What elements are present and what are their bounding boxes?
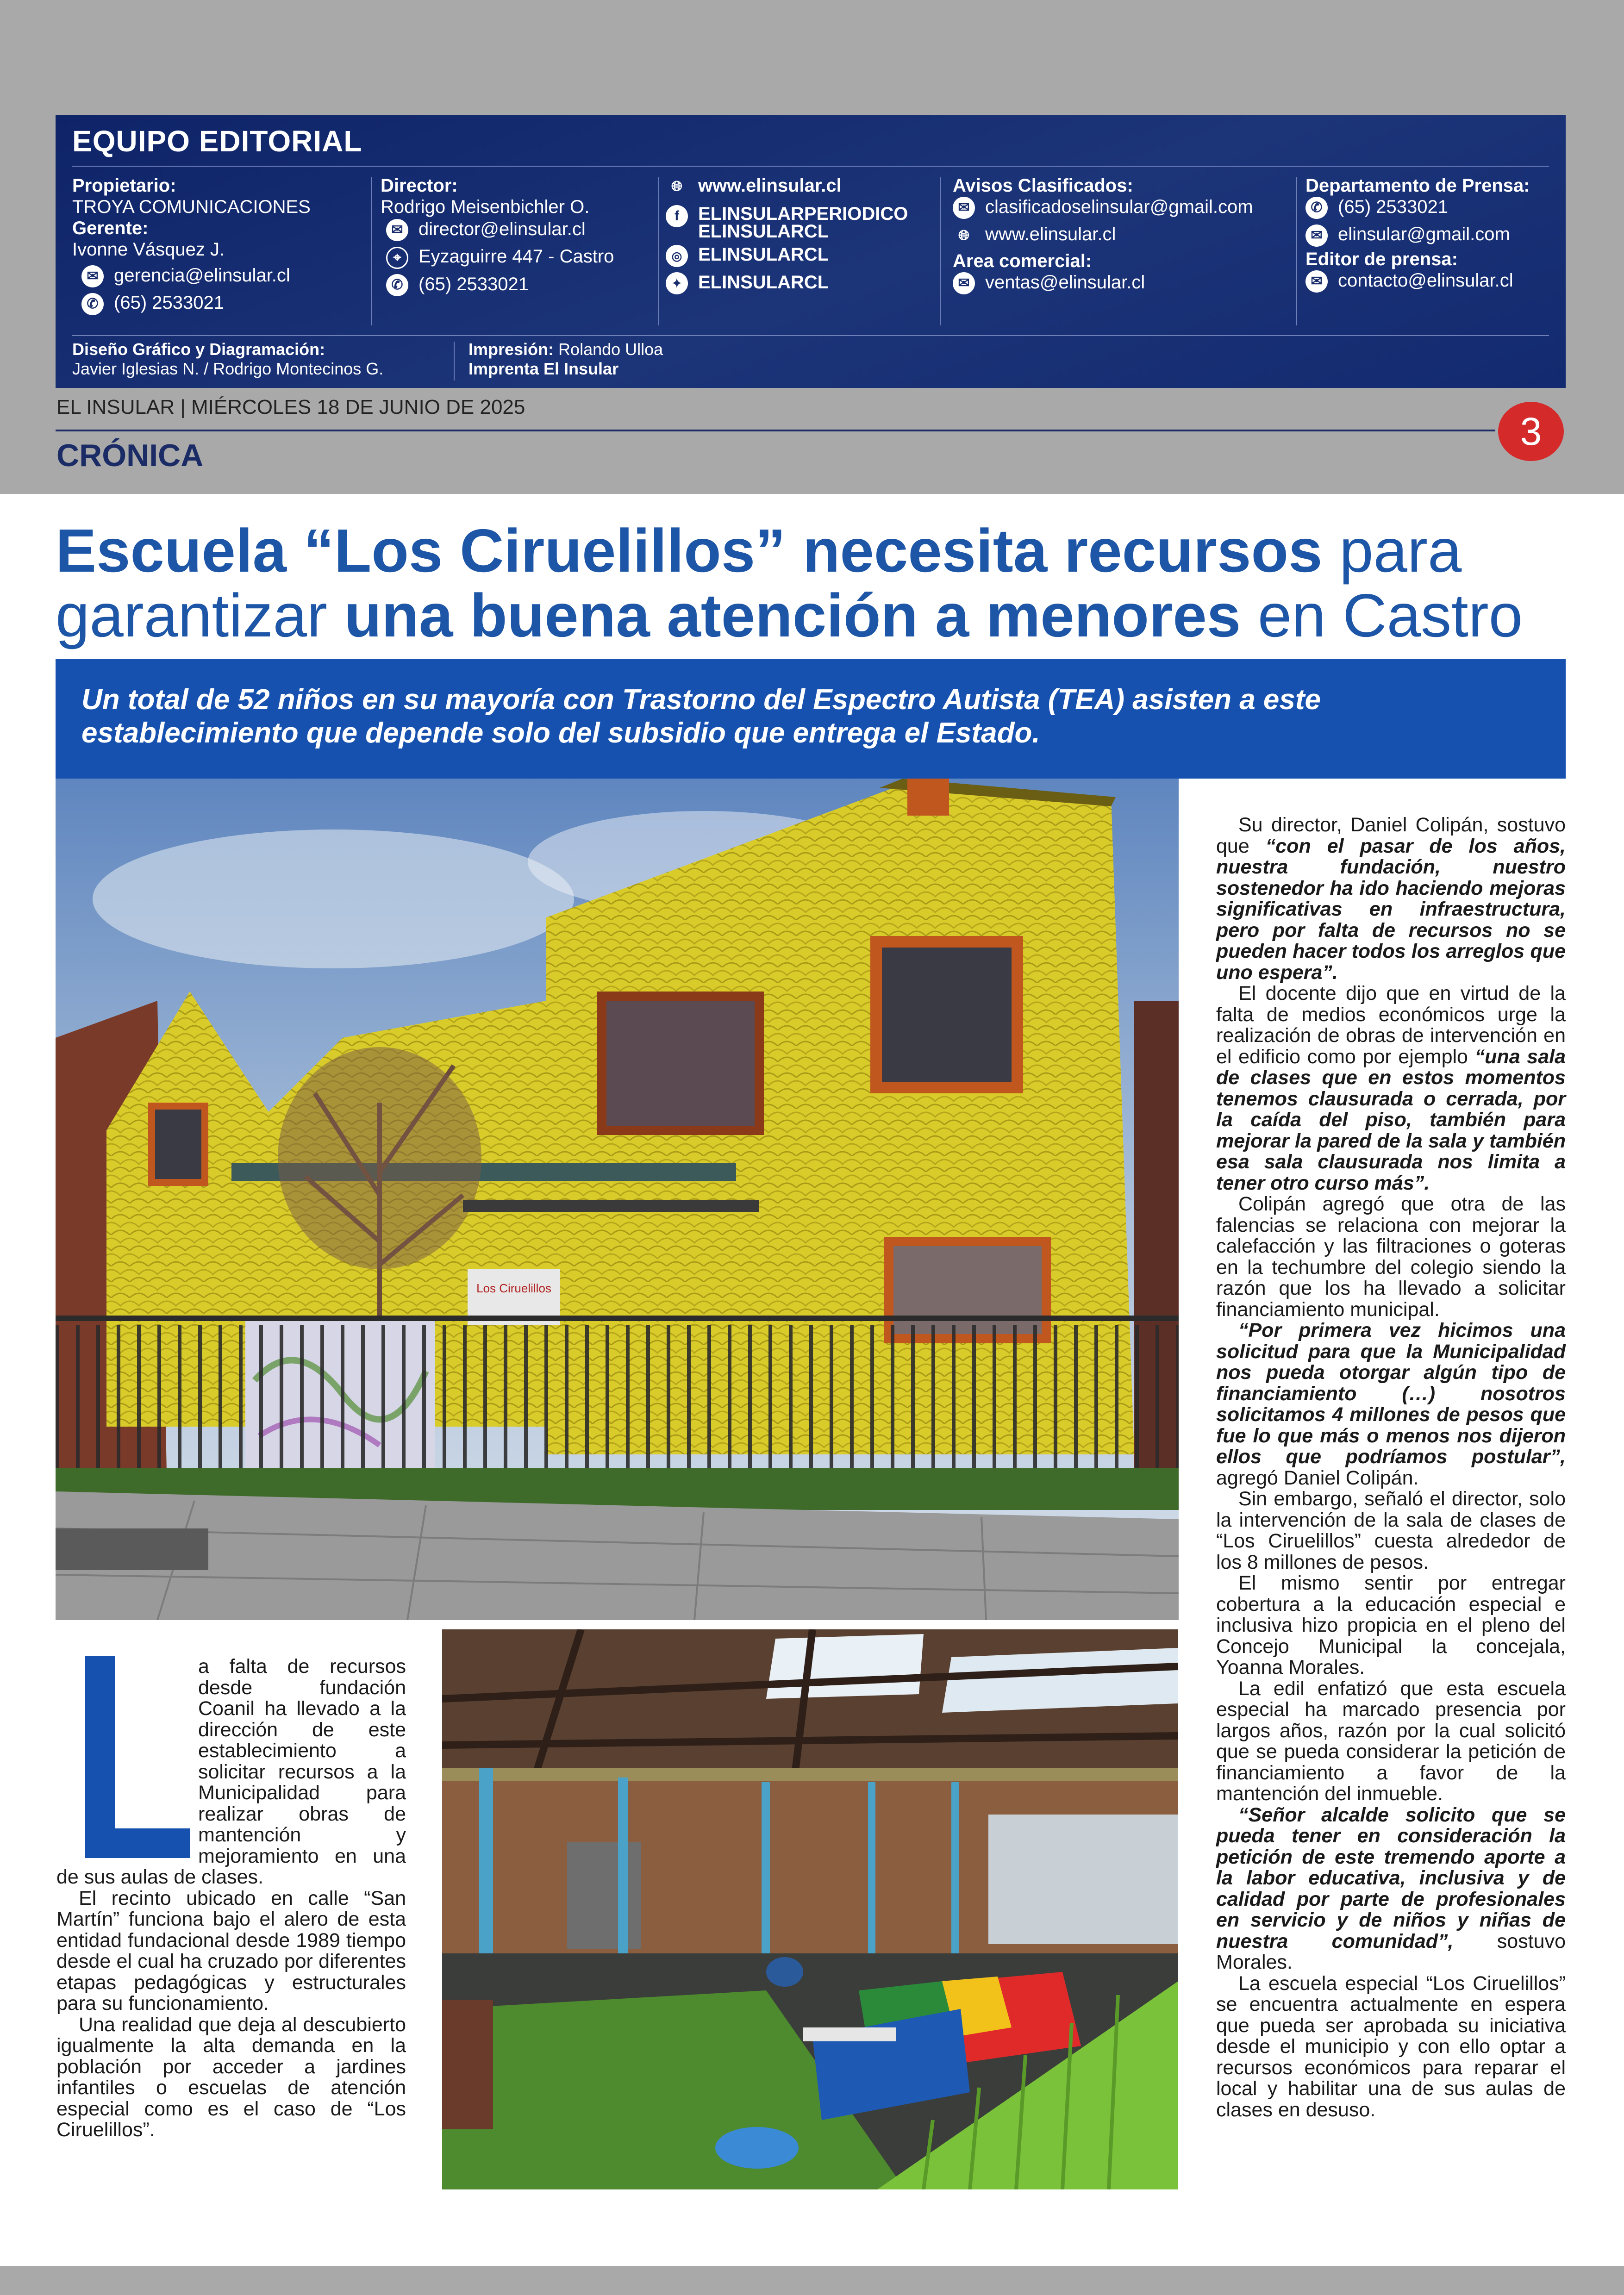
paragraph: El recinto ubicado en calle “San Martín” funciona bajo el alero de esta entidad fundacional desde 1989 tiempo desde el cual ha cruzado por diferentes etapas pedagógicas y estructurales para su funcionamiento. bbox=[56, 1887, 406, 2014]
press-label: Departamento de Prensa: bbox=[1305, 175, 1530, 196]
section-title: CRÓNICA bbox=[56, 438, 204, 473]
editorial-box bbox=[56, 115, 1566, 388]
divider bbox=[940, 177, 941, 325]
page-number-badge: 3 bbox=[1498, 402, 1564, 461]
paragraph: La edil enfatizó que esta escuela especial ha marcado presencia por largos años, razón por la cual solicitó que se pueda considerar la petición de financiamiento a favor de la mantención del inmueble. bbox=[1216, 1677, 1566, 1805]
press-phone: (65) 2533021 bbox=[1338, 197, 1448, 217]
headline-light-2: garantizar bbox=[56, 581, 344, 649]
classifieds-column bbox=[953, 175, 1305, 294]
headline-bold-2: una buena atención a menores bbox=[344, 581, 1241, 649]
drop-cap bbox=[56, 1656, 190, 1858]
manager-label: Gerente: bbox=[72, 218, 149, 238]
quote: “Señor alcalde solicito que se pueda tener en consideración la petición de este tremendo aporte a la labor educativa, inclusiva y de calidad por parte de profesionales en servicio y de niños y niñas de nuestra comunidad”, bbox=[1216, 1803, 1566, 1952]
issue-date-line: EL INSULAR | MIÉRCOLES 18 DE JUNIO DE 2025 bbox=[56, 396, 525, 418]
director-name: Rodrigo Meisenbichler O. bbox=[381, 197, 590, 217]
divider bbox=[1296, 177, 1297, 325]
website[interactable]: www.elinsular.cl bbox=[698, 175, 842, 196]
quote: “con el pasar de los años, nuestra fundación, nuestro sostenedor ha ido haciendo mejoras significativas en infraestructura, pero por falta de recursos no se pueden hacer todos los arreglos que uno espera”. bbox=[1216, 835, 1566, 984]
paragraph: Sin embargo, señaló el director, solo la intervención de la sala de clases de “Los Ciruelillos” cuesta alrededor de los 8 millones de pesos. bbox=[1216, 1488, 1566, 1573]
email-icon: ✉ bbox=[953, 197, 975, 219]
paragraph: Su director, Daniel Colipán, sostuvo que bbox=[1216, 814, 1566, 857]
subtitle-box bbox=[56, 659, 1566, 779]
instagram-handle[interactable]: ELINSULARCL bbox=[698, 244, 829, 265]
divider bbox=[72, 166, 1549, 167]
email-icon: ✉ bbox=[1305, 270, 1328, 293]
headline-light-3: en Castro bbox=[1241, 581, 1523, 649]
facebook-handle[interactable]: ELINSULARPERIODICO bbox=[698, 204, 908, 225]
twitter-icon: ✦ bbox=[666, 272, 688, 294]
press-editor-label: Editor de prensa: bbox=[1305, 249, 1458, 269]
globe-icon: 🌐︎ bbox=[671, 179, 682, 194]
classifieds-label: Avisos Clasificados: bbox=[953, 175, 1133, 196]
globe-icon: 🌐︎ bbox=[958, 227, 969, 243]
classifieds-email[interactable]: clasificadoselinsular@gmail.com bbox=[985, 197, 1253, 217]
right-text-column bbox=[1216, 815, 1566, 2120]
paragraph: El docente dijo que en virtud de la falta de medios económicos urge la realización de obras de intervención en el edificio como por ejemplo bbox=[1216, 982, 1566, 1068]
print-house: Imprenta El Insular bbox=[468, 359, 619, 378]
phone-icon: ✆ bbox=[386, 274, 408, 296]
divider bbox=[658, 177, 659, 325]
manager-phone: (65) 2533021 bbox=[114, 293, 224, 313]
email-icon: ✉ bbox=[386, 219, 408, 241]
covered-playground-photo bbox=[442, 1629, 1178, 2189]
press-editor-email[interactable]: contacto@elinsular.cl bbox=[1338, 270, 1513, 291]
sign-text: Los Ciruelillos bbox=[476, 1281, 551, 1295]
divider bbox=[454, 342, 455, 380]
director-phone: (65) 2533021 bbox=[418, 274, 529, 294]
phone-icon: ✆ bbox=[1305, 197, 1328, 219]
director-column bbox=[381, 175, 658, 296]
drop-cap-letter bbox=[56, 1656, 190, 1858]
school-building-photo bbox=[56, 779, 1179, 1620]
paragraph: Colipán agregó que otra de las falencias se relaciona con mejorar la calefacción y las filtraciones o goteras en la techumbre del colegio siendo la razón que los ha llevado a solicitar financiamiento municipal. bbox=[1216, 1193, 1566, 1321]
commercial-email[interactable]: ventas@elinsular.cl bbox=[985, 272, 1145, 293]
director-email[interactable]: director@elinsular.cl bbox=[418, 219, 586, 239]
divider bbox=[371, 177, 372, 325]
header-rule bbox=[56, 430, 1495, 431]
email-icon: ✉ bbox=[81, 265, 104, 287]
paragraph: La escuela especial “Los Ciruelillos” se encuentra actualmente en espera que pueda ser aprobada su iniciativa desde el municipio y con ello optar a recursos económicos para reparar el local y habilitar una de sus aulas de clases en desuso. bbox=[1216, 1972, 1566, 2121]
paragraph: a falta de recursos desde fundación Coanil ha llevado a la dirección de este establecimiento a solicitar recursos a la Municipalidad para realizar obras de mantención y mejoramiento en una de sus aulas de clases. bbox=[56, 1655, 406, 1888]
facebook-icon: f bbox=[666, 205, 688, 227]
design-label: Diseño Gráfico y Diagramación: bbox=[72, 340, 325, 359]
classifieds-website[interactable]: www.elinsular.cl bbox=[985, 224, 1116, 245]
print-credits bbox=[468, 340, 663, 379]
owner-name: TROYA COMUNICACIONES bbox=[72, 197, 311, 217]
headline-bold-1: Escuela “Los Ciruelillos” necesita recursos bbox=[56, 517, 1323, 585]
design-names: Javier Iglesias N. / Rodrigo Montecinos G. bbox=[72, 359, 384, 378]
instagram-icon: ◎ bbox=[666, 245, 688, 267]
press-email[interactable]: elinsular@gmail.com bbox=[1338, 224, 1510, 245]
press-column bbox=[1305, 175, 1555, 293]
print-label: Impresión: bbox=[468, 340, 554, 359]
twitter-handle[interactable]: ELINSULARCL bbox=[698, 272, 829, 293]
paragraph: Una realidad que deja al descubierto igualmente la alta demanda en la población por acceder a jardines infantiles o escuelas de atención especial como es el caso de “Los Ciruelillos”. bbox=[56, 2013, 406, 2141]
manager-email[interactable]: gerencia@elinsular.cl bbox=[114, 265, 290, 286]
subtitle: Un total de 52 niños en su mayoría con Trastorno del Espectro Autista (TEA) asisten a este establecimiento que depende solo del subsidio que entrega el Estado. bbox=[81, 684, 1321, 749]
paragraph: sostuvo Morales. bbox=[1216, 1930, 1566, 1973]
headline bbox=[56, 518, 1574, 648]
owner-column bbox=[72, 175, 415, 315]
manager-name: Ivonne Vásquez J. bbox=[72, 239, 225, 260]
paragraph: El mismo sentir por entregar cobertura a la educación especial e inclusiva hizo propicia en el pleno del Concejo Municipal la concejala, Yoanna Morales. bbox=[1216, 1572, 1566, 1678]
quote: “una sala de clases que en estos momentos tenemos clausurada o cerrada, por la caída del piso, también para mejorar la pared de la sala y también esa sala clausurada nos limita a tener otro curso más”. bbox=[1216, 1045, 1566, 1194]
commercial-label: Area comercial: bbox=[953, 250, 1092, 271]
design-credits bbox=[72, 340, 383, 379]
owner-label: Propietario: bbox=[72, 175, 176, 196]
phone-icon: ✆ bbox=[81, 293, 104, 315]
email-icon: ✉ bbox=[953, 272, 975, 294]
facebook-handle-2[interactable]: ELINSULARCL bbox=[698, 221, 829, 242]
address: Eyzaguirre 447 - Castro bbox=[418, 246, 614, 267]
quote: “Por primera vez hicimos una solicitud para que la Municipalidad nos pueda otorgar algún tipo de financiamiento (…) nosotros solicitamos 4 millones de pesos que fue lo que más o menos nos dijeron ellos que podríamos postular”, bbox=[1216, 1319, 1566, 1468]
editorial-title: EQUIPO EDITORIAL bbox=[72, 125, 362, 158]
director-label: Director: bbox=[381, 175, 458, 196]
headline-light-1: para bbox=[1322, 517, 1462, 585]
email-icon: ✉ bbox=[1305, 225, 1328, 247]
left-text-column bbox=[56, 1656, 406, 2141]
paragraph: agregó Daniel Colipán. bbox=[1216, 1466, 1419, 1489]
print-name: Rolando Ulloa bbox=[558, 340, 663, 359]
divider bbox=[72, 335, 1549, 336]
social-column bbox=[666, 175, 990, 294]
location-pin-icon: ⌖ bbox=[386, 247, 408, 269]
